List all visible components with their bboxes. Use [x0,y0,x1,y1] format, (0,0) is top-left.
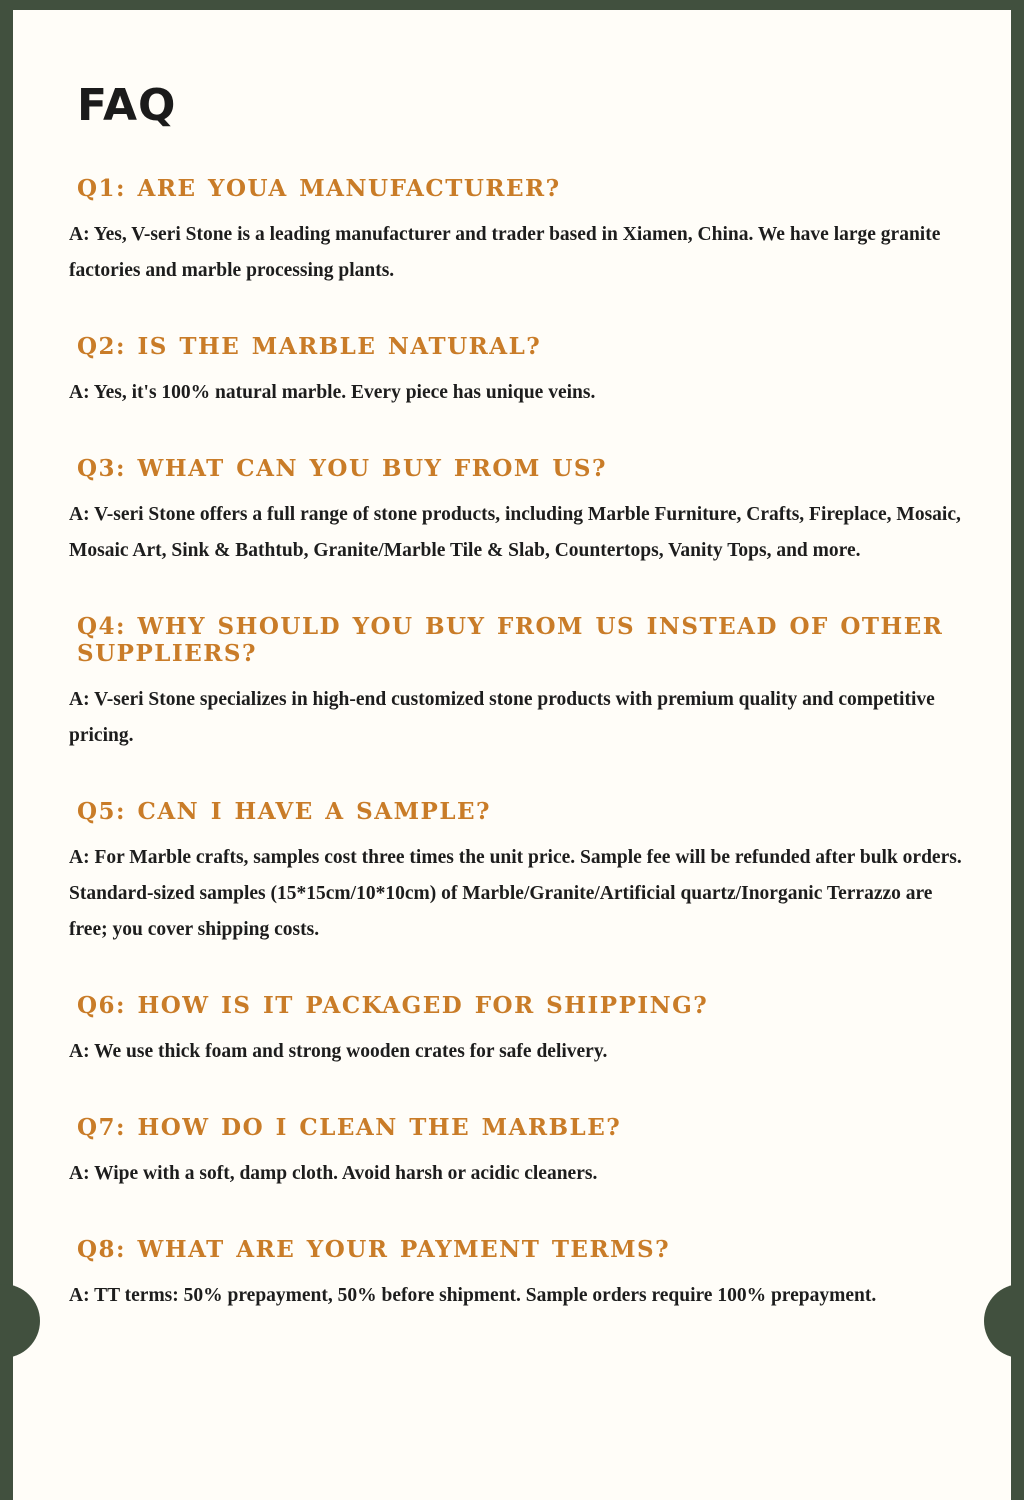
faq-question: Q7: HOW DO I CLEAN THE MARBLE? [77,1114,622,1141]
faq-item [63,992,975,1070]
faq-question: Q5: CAN I HAVE A SAMPLE? [77,798,492,825]
faq-item [63,798,975,948]
faq-answer: A: Yes, it's 100% natural marble. Every piece has unique veins. [69,382,596,403]
faq-answer: A: For Marble crafts, samples cost three times the unit price. Sample fee will be refunded after bulk orders. Standard-sized samples (15*15cm/10*10cm) of Marble/Granite/Artificial quartz/Inorganic Terrazzo are free; you cover shipping costs. [69,847,962,940]
faq-answer: A: TT terms: 50% prepayment, 50% before shipment. Sample orders require 100% prepayment. [69,1285,877,1306]
faq-question: Q1: ARE YOUA MANUFACTURER? [77,175,561,202]
faq-answer: A: V-seri Stone specializes in high-end customized stone products with premium quality and competitive pricing. [69,689,935,746]
faq-answer: A: V-seri Stone offers a full range of stone products, including Marble Furniture, Crafts, Fireplace, Mosaic, Mosaic Art, Sink & Bathtub, Granite/Marble Tile & Slab, Countertops, Vanity Tops, and more. [69,504,961,561]
faq-question: Q4: WHY SHOULD YOU BUY FROM US INSTEAD OF OTHER SUPPLIERS? [77,613,944,667]
faq-answer: A: We use thick foam and strong wooden crates for safe delivery. [69,1041,608,1062]
faq-content [13,10,1011,1314]
faq-item [63,1236,975,1314]
faq-item [63,1114,975,1192]
faq-question: Q6: HOW IS IT PACKAGED FOR SHIPPING? [77,992,709,1019]
faq-answer: A: Yes, V-seri Stone is a leading manufacturer and trader based in Xiamen, China. We have large granite factories and marble processing plants. [69,224,941,281]
faq-question: Q8: WHAT ARE YOUR PAYMENT TERMS? [77,1236,671,1263]
faq-item [63,175,975,289]
faq-item [63,613,975,754]
faq-item [63,455,975,569]
faq-answer: A: Wipe with a soft, damp cloth. Avoid harsh or acidic cleaners. [69,1163,598,1184]
faq-question: Q2: IS THE MARBLE NATURAL? [77,333,542,360]
page-title: FAQ [77,80,177,131]
faq-item [63,333,975,411]
faq-question: Q3: WHAT CAN YOU BUY FROM US? [77,455,608,482]
faq-card [13,10,1011,1500]
